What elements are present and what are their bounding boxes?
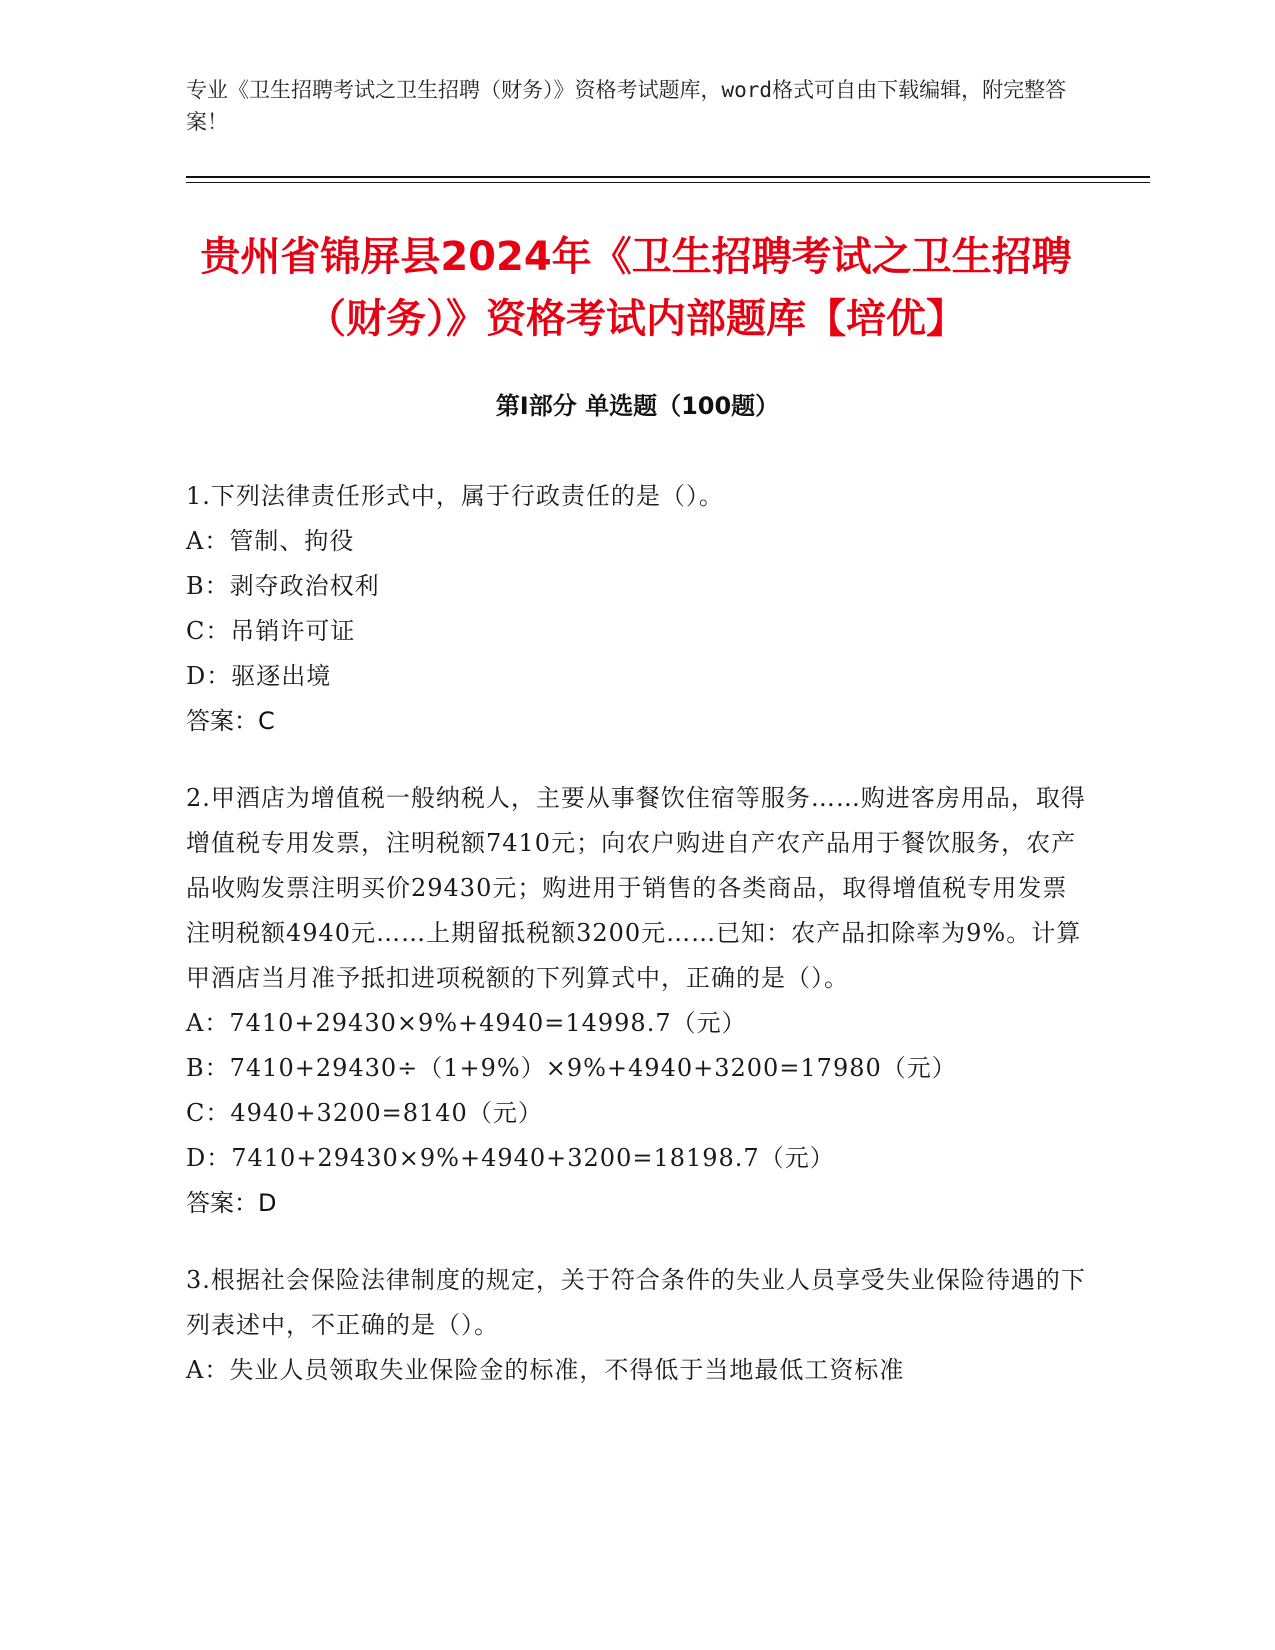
answer-line: 答案：D [186,1189,277,1217]
option-a: A：7410+29430×9%+4940=14998.7（元） [186,1009,747,1037]
option-a: A：失业人员领取失业保险金的标准，不得低于当地最低工资标准 [186,1356,905,1384]
option-c: C：吊销许可证 [186,617,356,645]
option-c: C：4940+3200=8140（元） [186,1099,543,1127]
option-b: B：剥夺政治权利 [186,572,380,600]
document-title: 贵州省锦屏县2024年《卫生招聘考试之卫生招聘（财务）》资格考试内部题库【培优】 [200,234,1072,342]
question-list [186,474,1086,1425]
question-1 [186,474,1086,744]
header-divider-thin [186,182,1150,183]
section-heading: 第Ⅰ部分 单选题（100题） [495,392,780,420]
question-stem: 1.下列法律责任形式中，属于行政责任的是（）。 [186,482,724,510]
question-2 [186,776,1086,1226]
question-3 [186,1258,1086,1393]
option-b: B：7410+29430÷（1+9%）×9%+4940+3200=17980（元） [186,1054,957,1082]
answer-line: 答案：C [186,707,275,735]
question-stem: 3.根据社会保险法律制度的规定，关于符合条件的失业人员享受失业保险待遇的下列表述中，不正确的是（）。 [186,1266,1086,1339]
option-a: A：管制、拘役 [186,527,355,555]
option-d: D：驱逐出境 [186,662,332,690]
header-divider-thick [186,176,1150,178]
option-d: D：7410+29430×9%+4940+3200=18198.7（元） [186,1144,835,1172]
header-note: 专业《卫生招聘考试之卫生招聘（财务）》资格考试题库，word格式可自由下载编辑，附完整答案！ [186,78,1067,134]
question-stem: 2.甲酒店为增值税一般纳税人，主要从事餐饮住宿等服务……购进客房用品，取得增值税专用发票，注明税额7410元；向农户购进自产农产品用于餐饮服务，农产品收购发票注明买价29430元；购进用于销售的各类商品，取得增值税专用发票注明税额4940元……上期留抵税额3200元……已知：农产品扣除率为9%。计算甲酒店当月准予抵扣进项税额的下列算式中，正确的是（）。 [186,784,1086,992]
